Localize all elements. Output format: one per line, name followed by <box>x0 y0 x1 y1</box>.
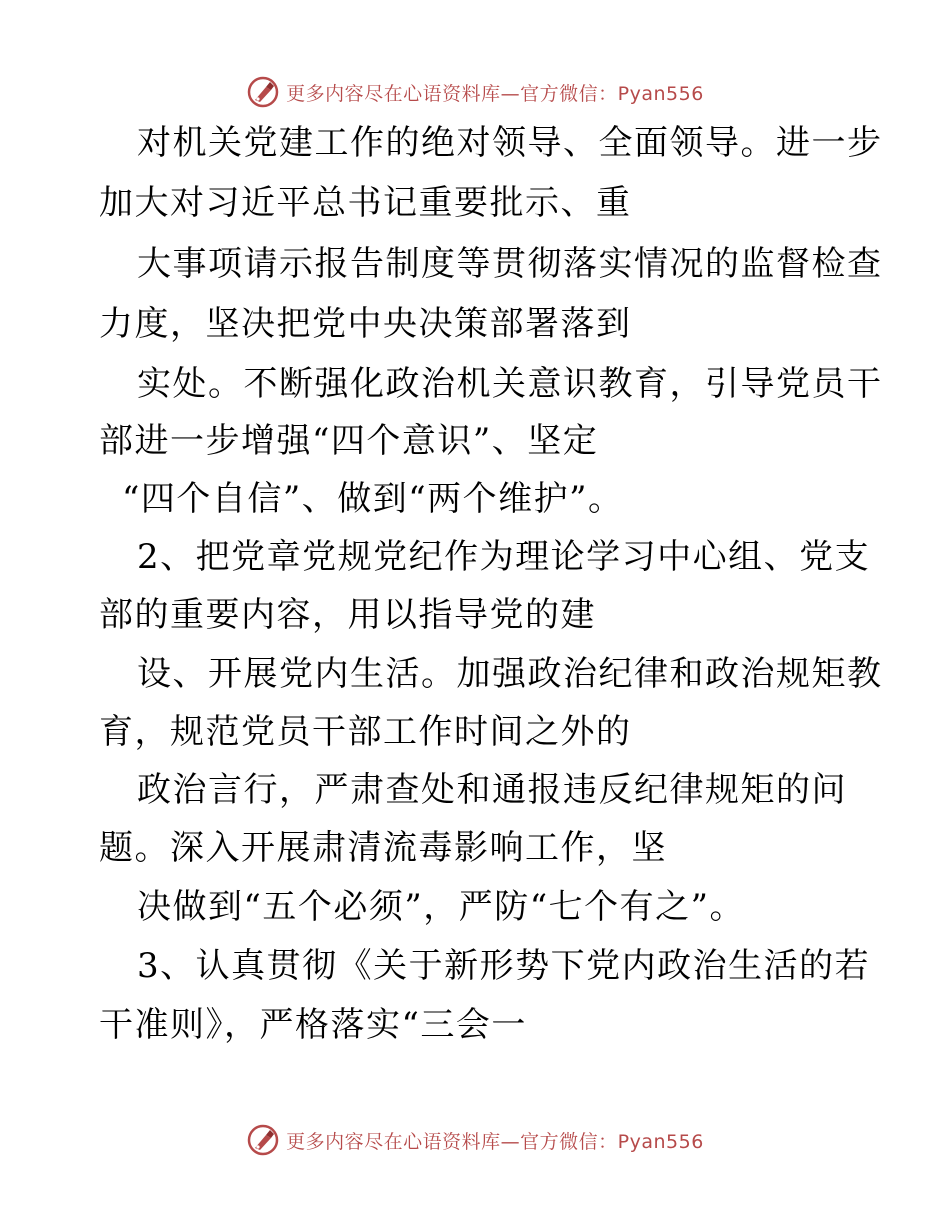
body-line: 大事项请示报告制度等贯彻落实情况的监督检查 <box>137 244 883 284</box>
body-line: 2、把党章党规党纪作为理论学习中心组、党支 <box>137 537 871 577</box>
pen-nib-logo-icon <box>246 75 280 109</box>
watermark-account: Pyan556 <box>617 1130 704 1153</box>
body-line: 实处。不断强化政治机关意识教育，引导党员干 <box>137 364 883 404</box>
watermark-account: Pyan556 <box>617 82 704 105</box>
body-line: 政治言行，严肃查处和通报违反纪律规矩的问 <box>137 770 847 810</box>
body-line: 力度，坚决把党中央决策部署落到 <box>99 304 632 344</box>
body-line: 对机关党建工作的绝对领导、全面领导。进一步 <box>137 123 883 163</box>
watermark-text: 更多内容尽在心语资料库—官方微信：Pyan556 <box>286 1130 704 1153</box>
pen-nib-logo-icon <box>246 1123 280 1157</box>
body-line: “四个自信”、做到“两个维护”。 <box>122 479 624 519</box>
body-line: 育，规范党员干部工作时间之外的 <box>99 712 632 752</box>
header-watermark <box>0 72 950 112</box>
body-line: 决做到“五个必须”，严防“七个有之”。 <box>137 887 746 927</box>
body-line: 设、开展党内生活。加强政治纪律和政治规矩教 <box>137 654 883 694</box>
body-line: 3、认真贯彻《关于新形势下党内政治生活的若 <box>137 946 871 986</box>
body-line: 部进一步增强“四个意识”、坚定 <box>99 421 599 461</box>
watermark-text: 更多内容尽在心语资料库—官方微信：Pyan556 <box>286 82 704 105</box>
body-line: 干准则》，严格落实“三会一 <box>99 1005 527 1045</box>
body-line: 部的重要内容，用以指导党的建 <box>99 595 596 635</box>
footer-watermark <box>0 1120 950 1160</box>
body-line: 加大对习近平总书记重要批示、重 <box>99 183 632 223</box>
body-line: 题。深入开展肃清流毒影响工作，坚 <box>99 828 667 868</box>
